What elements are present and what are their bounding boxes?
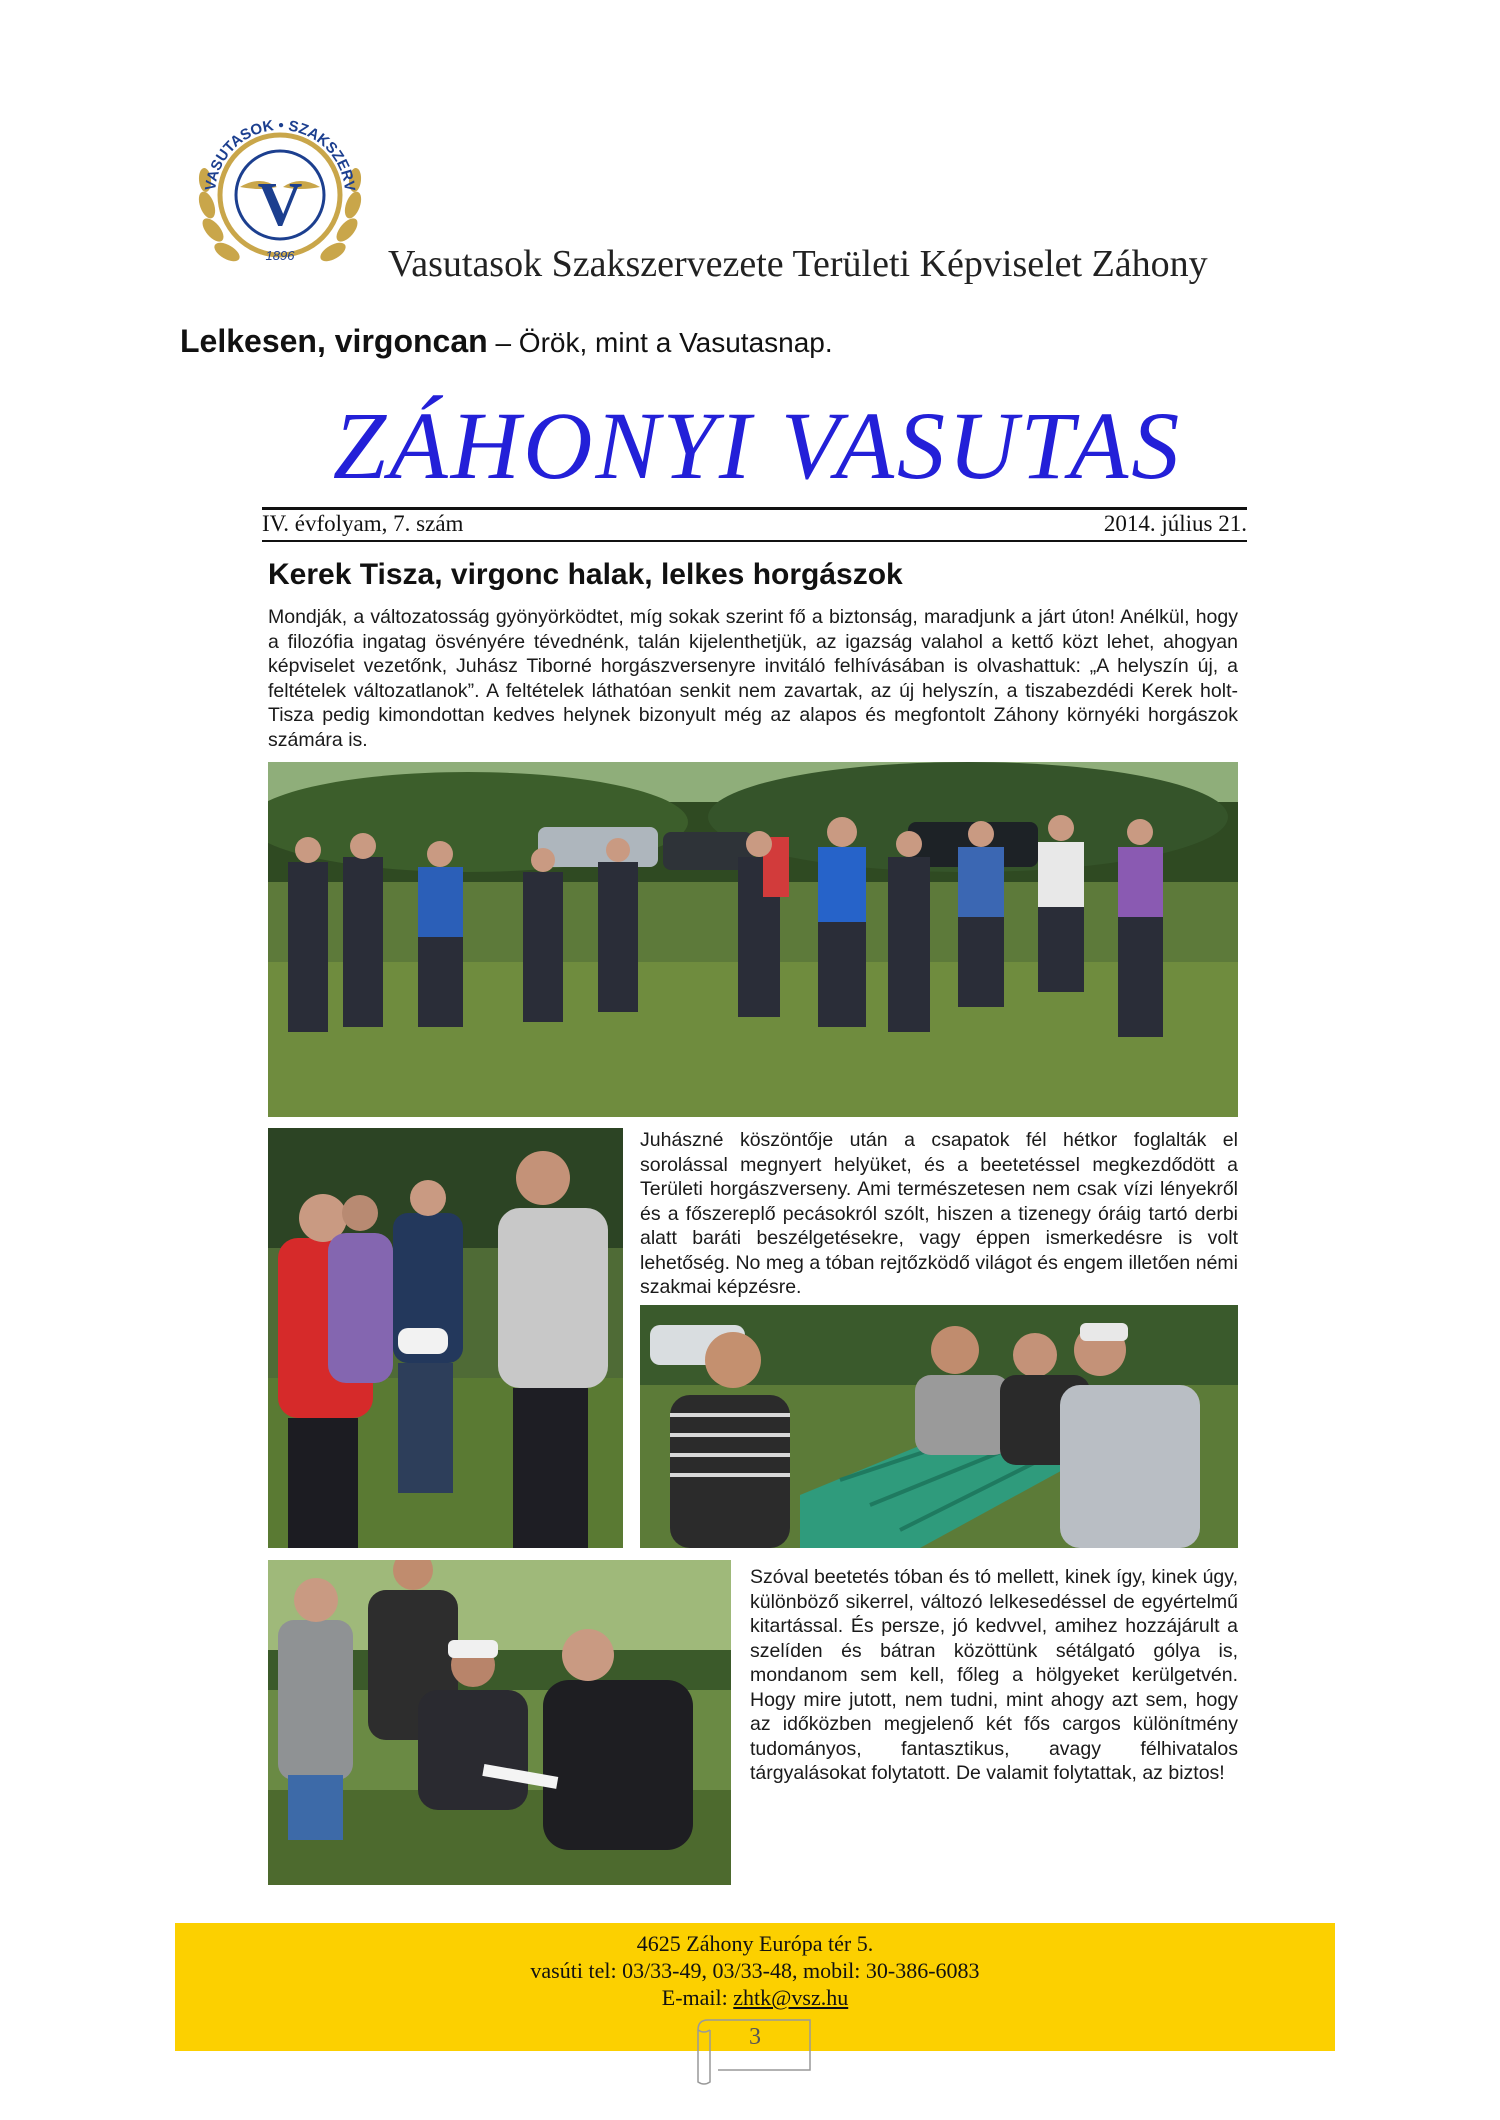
article-paragraph-1: Mondják, a változatosság gyönyörködtet, míg sokak szerint fő a biztonság, maradjunk a járt úton! Anélkül, hogy a filozófia ingatag ösvényére tévednénk, talán kijelenthetjük, az igazság valahol a kettő közt lehet, ahogyan képviselet vezetőnk, Juhász Tiborné horgászversenyre invitáló felhívásában is olvashattuk: „A helyszín új, a feltételek változatlanok”. A feltételek láthatóan senkit nem zavartak, az új helyszín, a tiszabezdédi Kerek holt-Tisza pedig kimondottan kedves helynek bizonyult még az alapos és megfontolt Záhony környéki horgászok számára is. [268,606,1238,751]
logo-letter: V [257,171,303,239]
photo-scorekeeping [268,1560,731,1885]
page-number: 3 [749,2024,761,2050]
footer-email-label: E-mail: [661,1985,734,2010]
masthead-rule [262,507,1247,510]
union-logo [185,95,375,280]
photo-fish-weighing [268,1128,623,1548]
photo-group-gathering [268,762,1238,1117]
footer-email-line [175,1984,1335,2011]
issue-rule [262,540,1247,542]
issue-volume: IV. évfolyam, 7. szám [262,511,464,536]
tagline-rest: – Örök, mint a Vasutasnap. [487,327,833,358]
footer-address: 4625 Záhony Európa tér 5. [636,1931,874,1956]
organization-title: Vasutasok Szakszervezete Területi Képviselet Záhony [388,243,1208,285]
article-paragraph-2: Juhászné köszöntője után a csapatok fél hétkor foglalták el sorolással megnyert helyüket, és a beetetéssel megkezdődött a Területi horgászverseny. Ami természetesen nem csak vízi lényekről és a főszereplő pecásokról szólt, hiszen a tizenegy óráig tartó derbi alatt baráti beszélgetésekre, vagy éppen ismerkedésre is volt lehetőség. No meg a tóban rejtőzködő világot és engem illetően némi szakmai képzésre. [640,1129,1238,1298]
svg-text:VASUTASOK • SZAKSZERVEZETE: VASUTASOK • SZAKSZERV [202,116,358,193]
logo-year: 1896 [265,248,295,263]
article-paragraph-3: Szóval beetetés tóban és tó mellett, kinek így, kinek úgy, különböző sikerrel, változó lelkesedéssel de egyértelmű kitartással. És persze, jó kedvvel, amihez hozzájárult a szelíden és bátran közöttünk sétálgató gólya is, mondanom sem kell, főleg a hölgyeket kerülgetvén. Hogy mire jutott, nem tudni, mint ahogy azt sem, hogy az időközben megjelenő két fős cargos különítmény tudományos, fantasztikus, avagy félhivatalos tárgyalásokat folytatott. De valamit folytattak, az biztos! [750,1566,1238,1784]
photo-bench-conversation [640,1305,1238,1548]
footer-phones: vasúti tel: 03/33-49, 03/33-48, mobil: 30-386-6083 [530,1958,980,1983]
issue-date: 2014. július 21. [1103,511,1247,536]
tagline [180,323,833,360]
newsletter-masthead: ZÁHONYI VASUTAS [332,392,1183,499]
article-headline: Kerek Tisza, virgonc halak, lelkes horgászok [268,558,903,591]
tagline-bold: Lelkesen, virgoncan [180,323,488,359]
email-link[interactable]: zhtk@vsz.hu [733,1985,849,2010]
